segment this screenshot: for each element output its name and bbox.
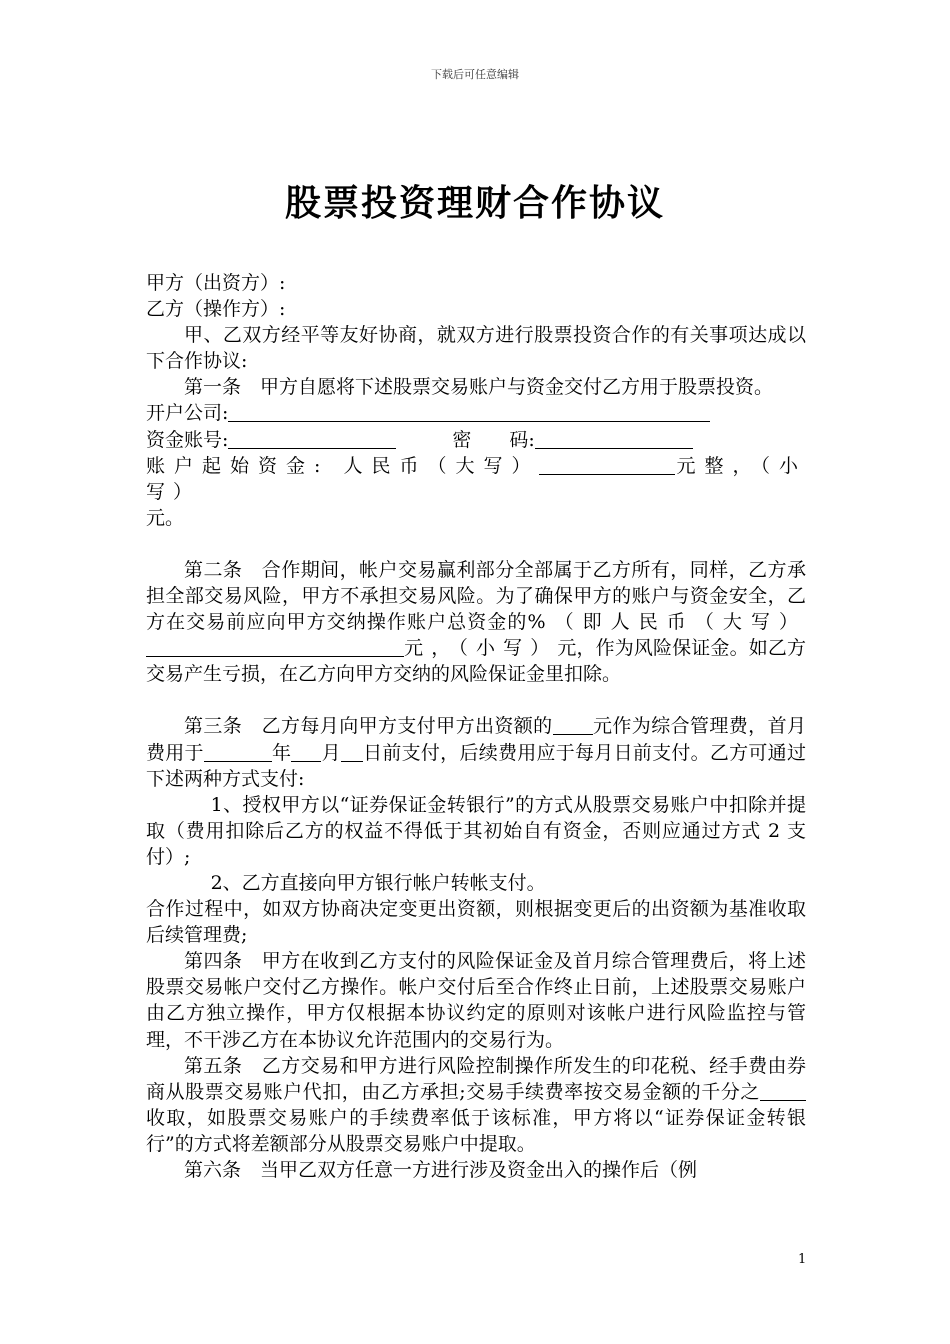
- password-blank: [535, 428, 693, 449]
- article-2-text-d: 元，作为风险保证金。如乙方交易产生亏损，在乙方向甲方交纳的风险保证金里扣除。: [146, 637, 806, 686]
- article-1: 第一条 甲方自愿将下述股票交易账户与资金交付乙方用于股票投资。: [184, 376, 774, 399]
- article-3-text-a: 第三条 乙方每月向甲方支付甲方出资额的: [184, 715, 553, 738]
- article-5-text-a: 第五条 乙方交易和甲方进行风险控制操作所发生的印花税、经手费由券商从股票交易账户代扣，由乙方承担;交易手续费率按交易金额的千分之: [146, 1054, 806, 1103]
- initial-fund-yuan: 元整，（小写）: [146, 454, 806, 503]
- management-fee-blank: [553, 714, 593, 735]
- party-b-line: 乙方（操作方）:: [146, 298, 286, 321]
- article-3-item-2: 2、乙方直接向甲方银行帐户转帐支付。: [210, 871, 546, 894]
- article-4: 第四条 甲方在收到乙方支付的风险保证金及首月综合管理费后，将上述股票交易帐户交付乙方操作。帐户交付后至合作终止日前，上述股票交易账户由乙方独立操作，甲方仅根据本协议约定的原则对该帐户进行风险监控与管理，不干涉乙方在本协议允许范围内的交易行为。: [146, 950, 806, 1051]
- initial-fund-line: [146, 453, 806, 505]
- month-blank: [291, 741, 321, 762]
- article-2: [146, 557, 806, 687]
- article-5: [146, 1053, 806, 1157]
- page-number: 1: [798, 1252, 807, 1267]
- account-company-line: [146, 400, 806, 426]
- initial-fund-end: 元。: [146, 506, 185, 529]
- article-3-text-b: 元作为综合管理费，首月费用于: [146, 715, 806, 764]
- article-2-text-a: 第二条 合作期间，帐户交易赢利部分全部属于乙方所有，同样，乙方承担全部交易风险，甲方不承担交易风险。为了确保甲方的账户与资金安全，乙方在交易前应向甲方交纳操作账户总资金的: [146, 558, 806, 634]
- article-5-text-b: 收取，如股票交易账户的手续费率低于该标准，甲方将以“证券保证金转银行”的方式将差额部分从股票交易账户中提取。: [146, 1106, 806, 1155]
- header-note: 下载后可任意编辑: [431, 68, 519, 81]
- month-label: 月: [321, 741, 341, 764]
- party-a-line: 甲方（出资方）:: [146, 272, 286, 294]
- article-3-item-1: 1、授权甲方以“证券保证金转银行”的方式从股票交易账户中扣除并提取（费用扣除后乙方的权益不得低于其初始自有资金，否则应通过方式 2 支付）;: [146, 793, 806, 868]
- intro-paragraph: 甲、乙双方经平等友好协商，就双方进行股票投资合作的有关事项达成以下合作协议:: [146, 324, 806, 373]
- password-label: 密 码:: [452, 428, 535, 451]
- initial-fund-capital-blank: [539, 454, 675, 475]
- risk-deposit-capital-blank: [146, 636, 404, 657]
- fund-account-label: 资金账号:: [146, 428, 229, 451]
- document-title: 股票投资理财合作协议: [284, 182, 665, 224]
- year-label: 年: [271, 741, 292, 764]
- account-company-label: 开户公司:: [146, 402, 229, 425]
- account-company-blank: [228, 401, 710, 422]
- article-6: 第六条 当甲乙双方任意一方进行涉及资金出入的操作后（例: [184, 1159, 698, 1181]
- article-2-text-b: %（即人民币（大写）: [527, 611, 806, 634]
- article-3-text-c: 日前支付，后续费用应于每月日前支付。乙方可通过下述两种方式支付:: [146, 741, 806, 790]
- article-2-text-c: 元，（小写）: [404, 637, 558, 660]
- initial-fund-label: 账户起始资金: 人民币（大写）: [146, 454, 540, 477]
- fund-account-line: [146, 427, 806, 453]
- article-3: [146, 713, 806, 791]
- fund-account-blank: [228, 428, 396, 449]
- fee-rate-blank: [760, 1080, 806, 1101]
- article-3-note: 合作过程中，如双方协商决定变更出资额，则根据变更后的出资额为基准收取后续管理费;: [146, 898, 806, 947]
- day-blank: [341, 741, 363, 762]
- document-body: [146, 270, 806, 1183]
- year-blank: [204, 741, 272, 762]
